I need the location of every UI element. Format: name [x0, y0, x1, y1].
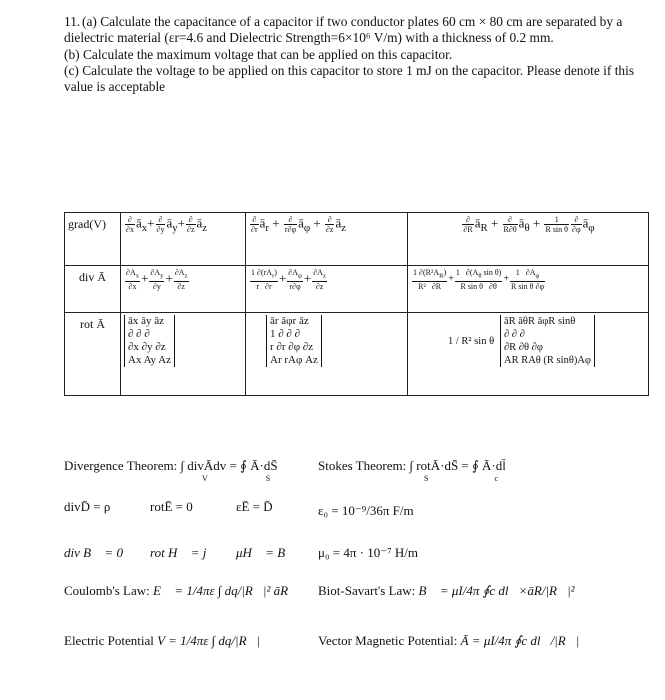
problem-statement [64, 14, 654, 95]
rot-cartesian [121, 313, 246, 396]
divergence-theorem: Divergence Theorem: ∫ divĀdv = ∮ Ā·dS̄ V S [64, 458, 278, 483]
rot-cartesian-determinant: āx āy āz ∂ ∂ ∂ ∂x ∂y ∂z Ax Ay Az [124, 315, 175, 367]
mu-zero: μ₀ = 4π · 10⁻⁷ H/m [318, 545, 418, 560]
electric-potential: Electric Potential V = 1/4πε ∫ dq/|R⃗| [64, 633, 261, 648]
rot-spherical [408, 313, 649, 396]
vector-operators-table [64, 212, 649, 396]
rot-cylindrical-determinant: ār āφr āz 1 ∂ ∂ ∂ r ∂r ∂φ ∂z Ar rAφ Az [266, 315, 322, 367]
table-row-grad [65, 213, 649, 266]
rot-spherical-determinant: āR āθR āφR sinθ ∂ ∂ ∂ ∂R ∂θ ∂φ AR RAθ (R sinθ)Aφ [500, 315, 595, 367]
rot-spherical-prefix: 1 / R² sin θ [448, 335, 495, 347]
div-cylindrical: 1 $\partial(rA_r)$ r ∂r + $\frac{\partial A_\varphi}{r\partial\varphi}$ + $\frac{\partial A_z}{\partial z}$ [246, 266, 408, 313]
eps-e-equation: εĒ = D̄ [236, 499, 273, 514]
rot-h-equation: rot H⃗ = j⃗ [150, 545, 217, 560]
row-label-div: div Ā [65, 266, 121, 313]
table-row-div [65, 266, 649, 313]
row-label-rot: rot Ā [65, 313, 121, 396]
part-b: (b) Calculate the maximum voltage that can be applied on this capacitor. [64, 46, 453, 62]
epsilon-zero: ε₀ = 10⁻⁹/36π F/m [318, 503, 414, 518]
biot-savart-law: Biot-Savart's Law: B⃗ = μI/4π ∮c dl⃗×āR/|R⃗|² [318, 583, 575, 598]
coulomb-expression: E⃗ = 1/4πε ∫ dq/|R⃗|² āR [153, 583, 289, 598]
mu-h-equation: μH⃗ = B⃗ [236, 545, 296, 560]
stokes-theorem: Stokes Theorem: ∫ rotĀ·dS̄ = ∮ Ā·dl̄ S c [318, 458, 506, 483]
part-a: 11. (a) Calculate the capacitance of a capacitor if two conductor plates 60 cm × 80 cm are separated by a dielectric material (εr=4.6 and Dielectric Strength=6×10⁶ V/m) with a thickness of 0.2 mm. [64, 14, 623, 46]
table-row-rot [65, 313, 649, 396]
part-c: (c) Calculate the voltage to be applied on this capacitor to store 1 mJ on the capacitor. Please denote if this value is acceptable [64, 62, 635, 95]
div-d-equation: divD̄ = ρ [64, 499, 111, 514]
div-b-equation: div B⃗ = 0 [64, 545, 123, 560]
grad-cartesian: ∂ ∂x $ā_x+$ ∂ ∂y $ā_y+$ ∂ ∂z $ā_z$ [121, 213, 246, 266]
div-cartesian: $\frac{\partial A_x}{\partial x}$ + $\frac{\partial A_y}{\partial y}$ + $\frac{\partial A_z}{\partial z}$ [121, 266, 246, 313]
vector-magnetic-potential: Vector Magnetic Potential: Ā = μI/4π ∮c dl⃗/|R⃗| [318, 633, 580, 648]
rot-cylindrical [246, 313, 408, 396]
grad-spherical: ∂ ∂R $ā_R$ + ∂ R∂θ $ā_\theta$ + $\frac{1}{\text{R sin θ}}$ ∂ ∂φ $ā_\varphi$ [408, 213, 649, 266]
vector-potential-expression: Ā = μI/4π ∮c dl⃗/|R⃗| [460, 633, 580, 648]
grad-cylindrical: ∂ ∂r $ā_r$ + ∂ r∂φ $ā_\varphi$ + ∂ ∂z $ā_z$ [246, 213, 408, 266]
electric-potential-expression: V = 1/4πε ∫ dq/|R⃗| [157, 633, 261, 648]
problem-number: 11. [64, 14, 81, 29]
biot-savart-expression: B⃗ = μI/4π ∮c dl⃗×āR/|R⃗|² [418, 583, 575, 598]
coulomb-law: Coulomb's Law: E⃗ = 1/4πε ∫ dq/|R⃗|² āR [64, 583, 289, 598]
rot-e-equation: rotĒ = 0 [150, 499, 193, 514]
div-spherical: $\frac{1 \partial(R^2A_R)}{\text{R² ∂R}}$ + $\frac{1 \partial(A_\theta \sin \theta)}{\text{R sin θ ∂θ}}$ + $\frac{1 \partial A_\varphi}{\text{R sin θ ∂φ}}$ [408, 266, 649, 313]
row-label-grad: grad(V) [65, 213, 121, 266]
